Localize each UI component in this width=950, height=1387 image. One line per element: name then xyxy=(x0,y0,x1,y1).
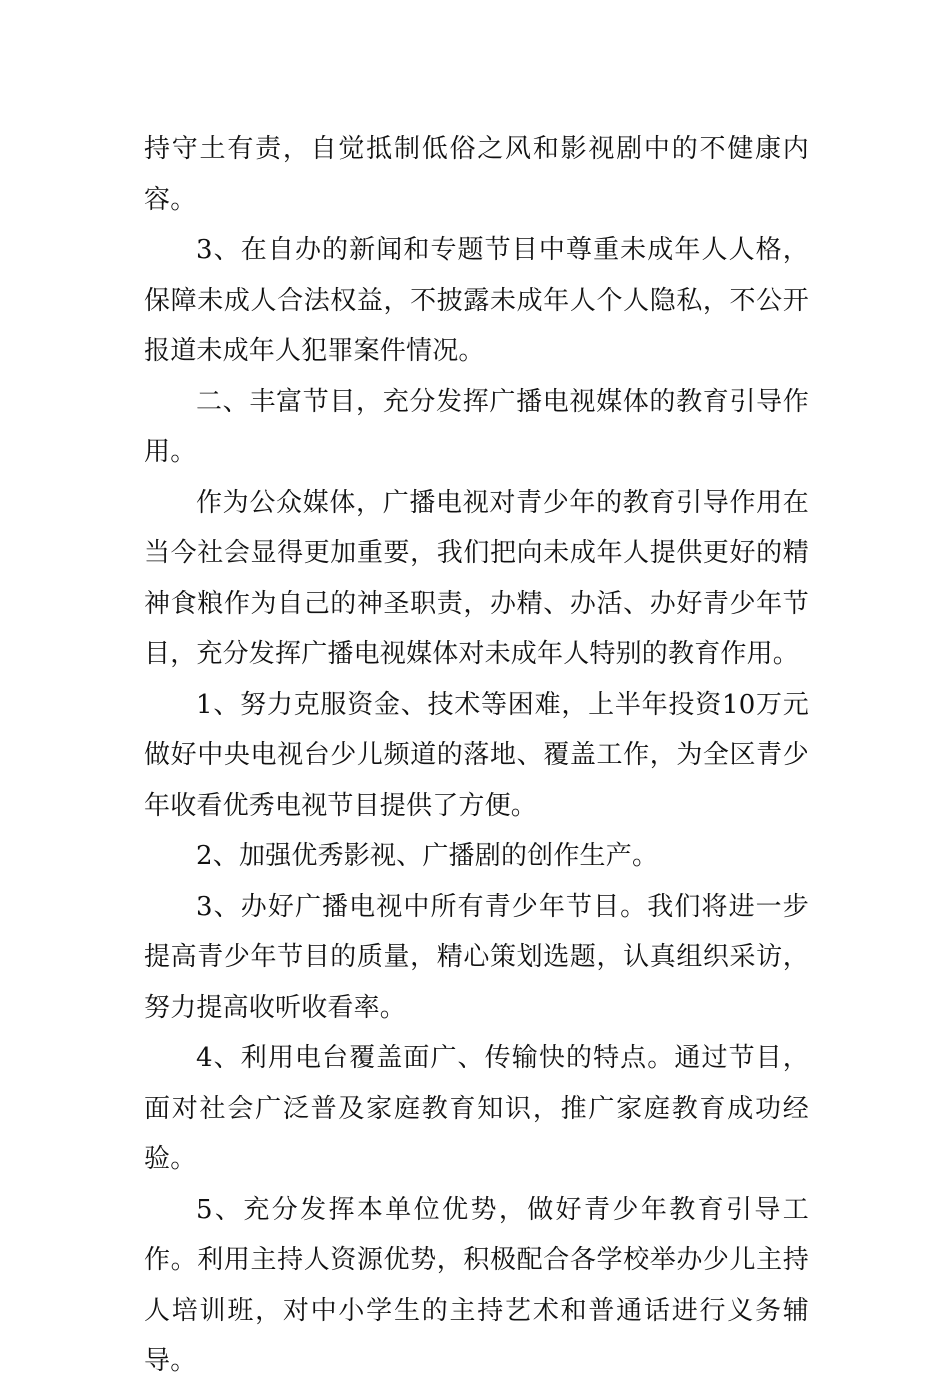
paragraph-item-3: 3、办好广播电视中所有青少年节目。我们将进一步提高青少年节目的质量，精心策划选题，认真组织采访，努力提高收听收看率。 xyxy=(144,891,809,1023)
paragraph-item-5: 5、充分发挥本单位优势，做好青少年教育引导工作。利用主持人资源优势，积极配合各学校举办少儿主持人培训班，对中小学生的主持艺术和普通话进行义务辅导。 xyxy=(144,1194,809,1376)
paragraph-continuation: 持守土有责，自觉抵制低俗之风和影视剧中的不健康内容。 xyxy=(144,134,809,215)
section-heading-2: 二、丰富节目，充分发挥广播电视媒体的教育引导作用。 xyxy=(144,386,809,467)
document-body xyxy=(144,124,809,1387)
paragraph-item-3-privacy: 3、在自办的新闻和专题节目中尊重未成年人人格，保障未成人合法权益，不披露未成年人个人隐私，不公开报道未成年人犯罪案件情况。 xyxy=(144,235,809,366)
paragraph-item-1: 1、努力克服资金、技术等困难，上半年投资10万元做好中央电视台少儿频道的落地、覆盖工作，为全区青少年收看优秀电视节目提供了方便。 xyxy=(144,689,809,821)
paragraph-item-2: 2、加强优秀影视、广播剧的创作生产。 xyxy=(196,841,659,871)
paragraph-item-4: 4、利用电台覆盖面广、传输快的特点。通过节目，面对社会广泛普及家庭教育知识，推广家庭教育成功经验。 xyxy=(144,1043,809,1174)
paragraph-intro: 作为公众媒体，广播电视对青少年的教育引导作用在当今社会显得更加重要，我们把向未成年人提供更好的精神食粮作为自己的神圣职责，办精、办活、办好青少年节目，充分发挥广播电视媒体对未成年人特别的教育作用。 xyxy=(144,487,809,669)
